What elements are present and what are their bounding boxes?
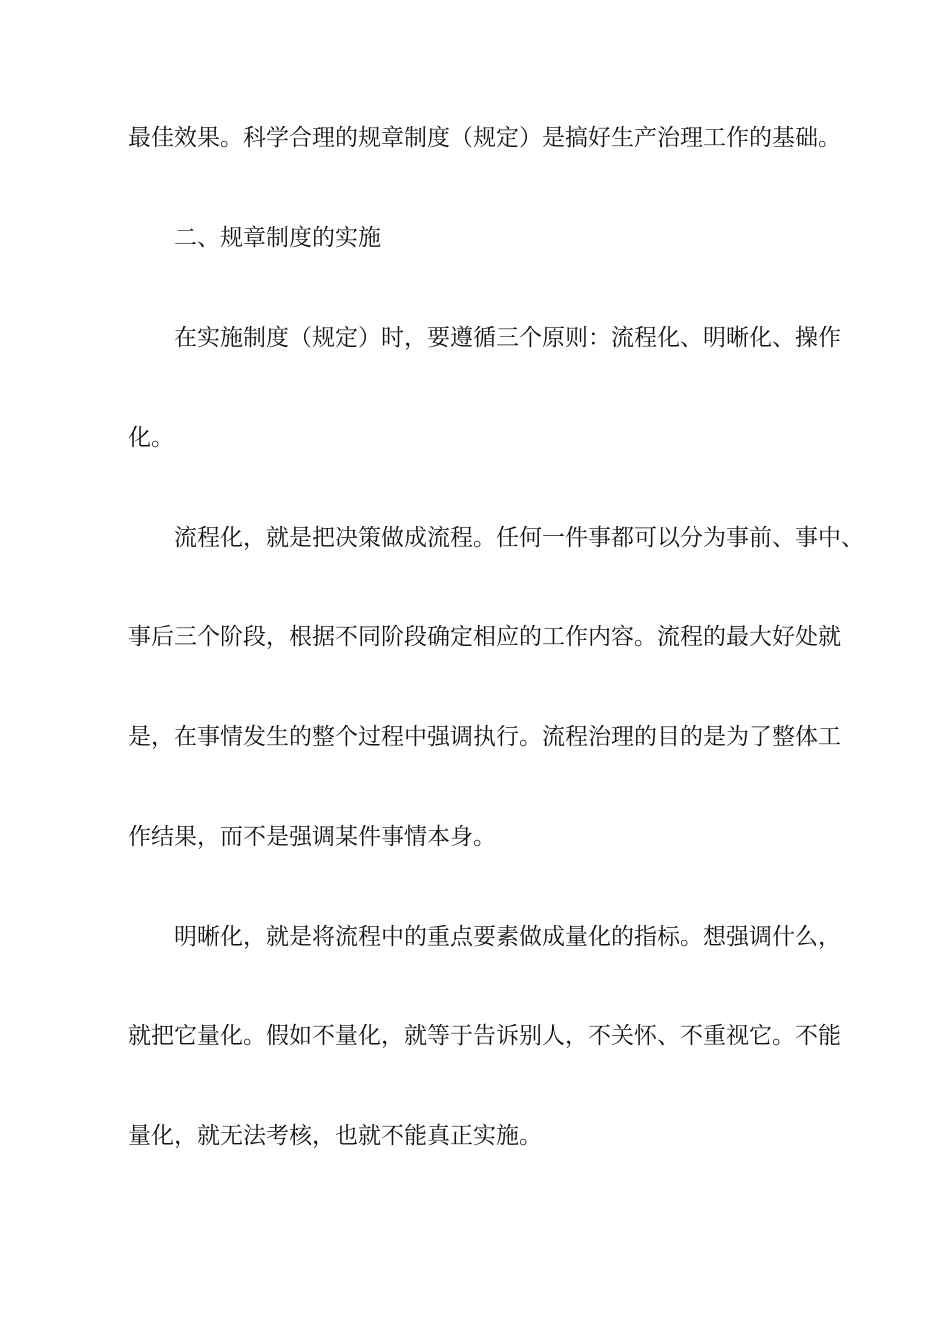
paragraph-line: 在实施制度（规定）时，要遵循三个原则：流程化、明晰化、操作 (174, 325, 841, 351)
paragraph-line: 事后三个阶段，根据不同阶段确定相应的工作内容。流程的最大好处就 (128, 624, 841, 650)
paragraph-line: 化。 (128, 425, 174, 451)
paragraph-line: 最佳效果。科学合理的规章制度（规定）是搞好生产治理工作的基础。 (128, 125, 841, 151)
section-heading: 二、规章制度的实施 (174, 225, 381, 251)
paragraph-line: 作结果，而不是强调某件事情本身。 (128, 824, 496, 850)
paragraph-line: 就把它量化。假如不量化，就等于告诉别人，不关怀、不重视它。不能 (128, 1023, 841, 1049)
paragraph-line: 明晰化，就是将流程中的重点要素做成量化的指标。想强调什么， (174, 924, 841, 950)
paragraph-line: 流程化，就是把决策做成流程。任何一件事都可以分为事前、事中、 (174, 525, 864, 551)
paragraph-line: 是，在事情发生的整个过程中强调执行。流程治理的目的是为了整体工 (128, 724, 841, 750)
paragraph-line: 量化，就无法考核，也就不能真正实施。 (128, 1123, 542, 1149)
